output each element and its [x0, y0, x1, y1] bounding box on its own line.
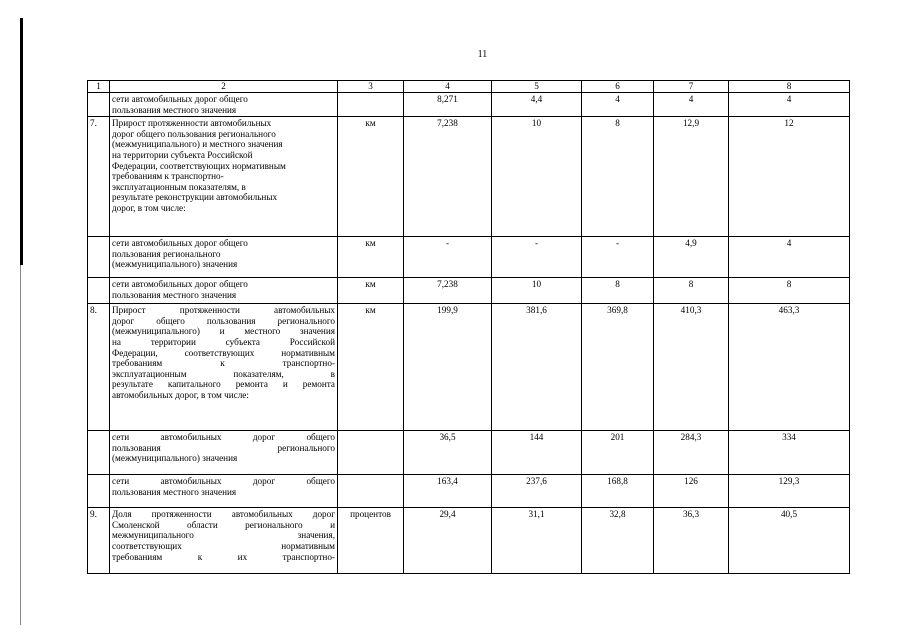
indicators-table [87, 80, 850, 574]
value-cell: 199,9 [404, 304, 492, 431]
value-cell: 10 [492, 278, 582, 304]
value-cell: 8,271 [404, 93, 492, 117]
value-cell: 129,3 [729, 475, 850, 508]
header-cell: 7 [654, 81, 729, 93]
row-number [88, 475, 110, 508]
value-cell: 4 [729, 93, 850, 117]
desc-line: Доля протяженности автомобильных дорог [112, 509, 335, 520]
value-cell: 7,238 [404, 117, 492, 237]
desc-line: сети автомобильных дорог общего [112, 432, 335, 443]
desc-line: сети автомобильных дорог общего [112, 238, 248, 249]
desc-line: результате капитального ремонта и ремонта [112, 379, 335, 390]
row-description [110, 508, 338, 574]
value-cell: 410,3 [654, 304, 729, 431]
desc-line: Федерации, соответствующих нормативным [112, 160, 286, 171]
value-cell: 168,8 [582, 475, 654, 508]
table-row [88, 278, 850, 304]
value-cell: 126 [654, 475, 729, 508]
header-cell: 2 [110, 81, 338, 93]
value-cell: 12 [729, 117, 850, 237]
row-number: 9. [88, 508, 110, 574]
value-cell: 284,3 [654, 431, 729, 475]
value-cell: 8 [654, 278, 729, 304]
desc-line: межмуниципального значения, [112, 530, 335, 541]
value-cell: 4 [729, 237, 850, 278]
value-cell: 29,4 [404, 508, 492, 574]
header-cell: 3 [338, 81, 404, 93]
desc-line: эксплуатационным показателям, в [112, 181, 246, 192]
value-cell: 4 [582, 93, 654, 117]
row-unit [338, 475, 404, 508]
row-description [110, 278, 338, 304]
header-cell: 6 [582, 81, 654, 93]
desc-line: автомобильных дорог, в том числе: [112, 389, 249, 400]
header-cell: 5 [492, 81, 582, 93]
desc-line: требованиям к транспортно- [112, 171, 224, 182]
desc-line: на территории субъекта Российской [112, 149, 253, 160]
desc-line: пользования местного значения [112, 104, 237, 115]
value-cell: 381,6 [492, 304, 582, 431]
header-cell: 8 [729, 81, 850, 93]
value-cell: 7,238 [404, 278, 492, 304]
value-cell: 36,3 [654, 508, 729, 574]
value-cell: 40,5 [729, 508, 850, 574]
desc-line: (межмуниципального) и местного значения [112, 139, 283, 150]
header-cell: 1 [88, 81, 110, 93]
value-cell: 12,9 [654, 117, 729, 237]
value-cell: 8 [582, 278, 654, 304]
value-cell: 8 [582, 117, 654, 237]
desc-line: сети автомобильных дорог общего [112, 476, 335, 487]
value-cell: 163,4 [404, 475, 492, 508]
row-unit: км [338, 117, 404, 237]
page-number: 11 [477, 49, 488, 60]
value-cell: 237,6 [492, 475, 582, 508]
table-row [88, 237, 850, 278]
row-unit: процентов [338, 508, 404, 574]
desc-line: на территории субъекта Российской [112, 336, 335, 347]
desc-line: Прирост протяженности автомобильных [112, 305, 335, 316]
value-cell: 32,8 [582, 508, 654, 574]
desc-line: требованиям к транспортно- [112, 358, 335, 369]
desc-line: пользования регионального [112, 442, 335, 453]
row-unit [338, 431, 404, 475]
row-number: 7. [88, 117, 110, 237]
table-row [88, 431, 850, 475]
desc-line: (межмуниципального) значения [112, 259, 238, 270]
row-description [110, 304, 338, 431]
row-unit: км [338, 304, 404, 431]
table-row [88, 304, 850, 431]
desc-line: дорог, в том числе: [112, 202, 186, 213]
row-unit [338, 93, 404, 117]
row-description [110, 475, 338, 508]
desc-line: требованиям к их транспортно- [112, 551, 335, 562]
desc-line: результате реконструкции автомобильных [112, 192, 278, 203]
header-row [88, 81, 850, 93]
desc-line: дорог общего пользования регионального [112, 128, 276, 139]
row-number [88, 278, 110, 304]
row-number: 8. [88, 304, 110, 431]
row-number [88, 93, 110, 117]
row-description [110, 431, 338, 475]
value-cell: 463,3 [729, 304, 850, 431]
desc-line: эксплуатационным показателям, в [112, 368, 335, 379]
value-cell: 4,9 [654, 237, 729, 278]
desc-line: соответствующих нормативным [112, 540, 335, 551]
desc-line: Прирост протяженности автомобильных [112, 118, 272, 129]
row-unit: км [338, 278, 404, 304]
desc-line: сети автомобильных дорог общего [112, 279, 248, 290]
header-cell: 4 [404, 81, 492, 93]
row-description [110, 237, 338, 278]
row-unit: км [338, 237, 404, 278]
desc-line: пользования местного значения [112, 486, 237, 497]
left-margin-line [20, 265, 21, 625]
value-cell: - [492, 237, 582, 278]
desc-line: Федерации, соответствующих нормативным [112, 347, 335, 358]
desc-line: пользования местного значения [112, 289, 237, 300]
table-row [88, 475, 850, 508]
table-row [88, 93, 850, 117]
value-cell: 4 [654, 93, 729, 117]
row-number [88, 431, 110, 475]
table-row [88, 508, 850, 574]
desc-line: пользования регионального [112, 248, 221, 259]
value-cell: 36,5 [404, 431, 492, 475]
row-description [110, 93, 338, 117]
value-cell: 334 [729, 431, 850, 475]
desc-line: (межмуниципального) и местного значения [112, 326, 335, 337]
value-cell: 144 [492, 431, 582, 475]
value-cell: 31,1 [492, 508, 582, 574]
value-cell: 201 [582, 431, 654, 475]
row-number [88, 237, 110, 278]
row-description [110, 117, 338, 237]
value-cell: 8 [729, 278, 850, 304]
desc-line: дорог общего пользования регионального [112, 315, 335, 326]
value-cell: 10 [492, 117, 582, 237]
desc-line: Смоленской области регионального и [112, 519, 335, 530]
value-cell: - [582, 237, 654, 278]
desc-line: (межмуниципального) значения [112, 453, 238, 464]
value-cell: - [404, 237, 492, 278]
value-cell: 4,4 [492, 93, 582, 117]
table-row [88, 117, 850, 237]
value-cell: 369,8 [582, 304, 654, 431]
desc-line: сети автомобильных дорог общего [112, 94, 248, 104]
